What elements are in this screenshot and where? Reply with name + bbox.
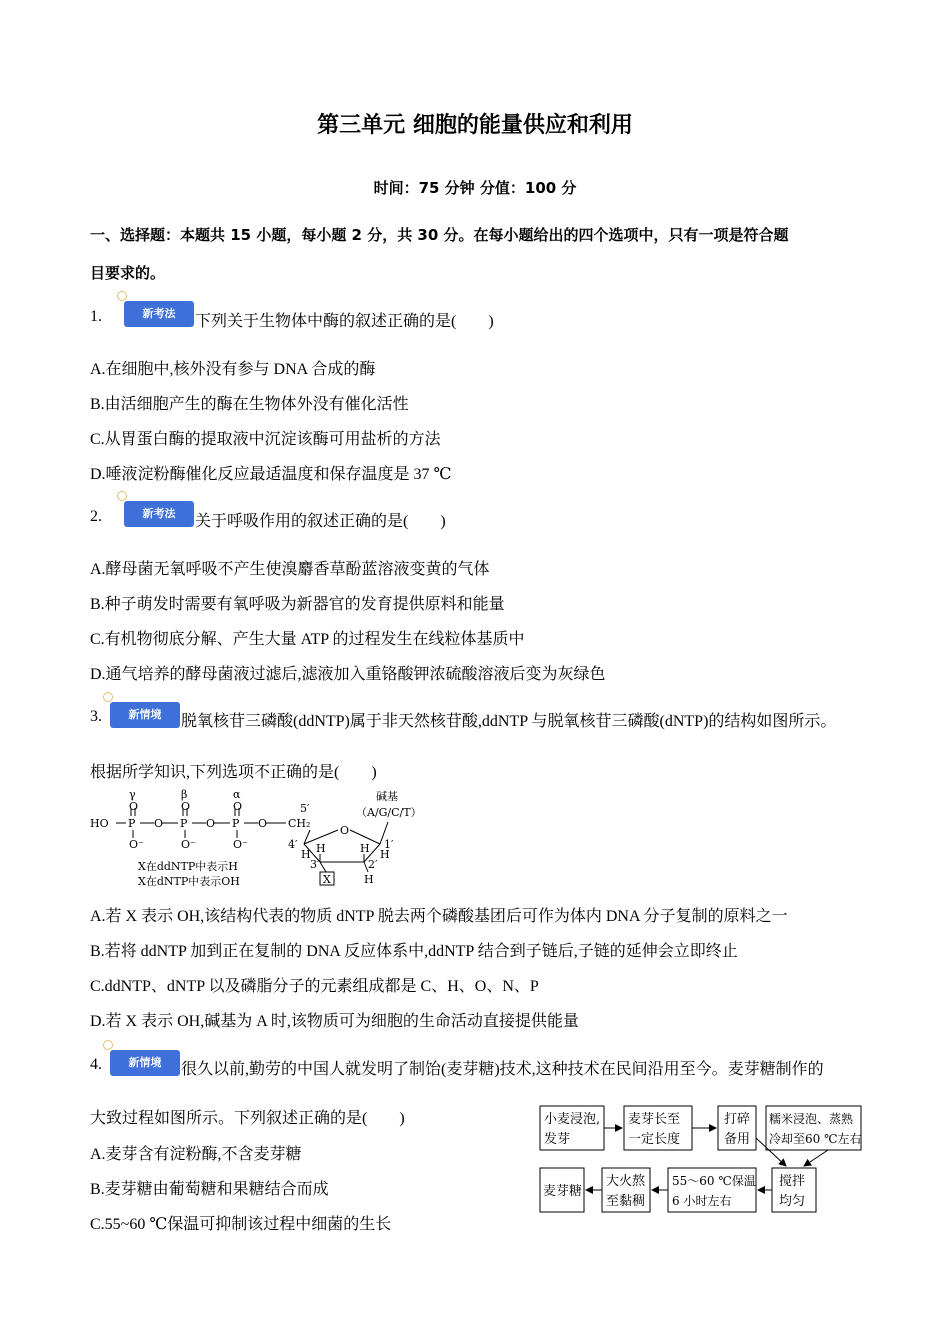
option-d: D.若 X 表示 OH,碱基为 A 时,该物质可为细胞的生命活动直接提供能量 xyxy=(90,1013,579,1030)
atom-h: H xyxy=(364,873,374,886)
option-a: A.酵母菌无氧呼吸不产生使溴麝香草酚蓝溶液变黄的气体 xyxy=(90,561,490,578)
carbon-4-label: 4′ xyxy=(288,838,298,851)
option-d: D.通气培养的酵母菌液过滤后,滤液加入重铬酸钾浓硫酸溶液后变为灰绿色 xyxy=(90,666,606,683)
atom-o: O xyxy=(206,817,216,830)
atom-o-minus: O⁻ xyxy=(129,838,144,851)
carbon-2-label: 2′ xyxy=(368,858,378,871)
carbon-1-label: 1′ xyxy=(384,838,394,851)
atom-o: O xyxy=(154,817,164,830)
question-number: 1. xyxy=(90,308,102,325)
atom-p: P xyxy=(180,817,188,830)
question-stem-continued: 大致过程如图所示。下列叙述正确的是( ) xyxy=(90,1110,405,1127)
option-d: D.唾液淀粉酶催化反应最适温度和保存温度是 37 ℃ xyxy=(90,466,452,483)
flow-step-2-line2: 一定长度 xyxy=(628,1132,681,1147)
new-method-badge: 新考法 xyxy=(124,501,194,527)
flow-step-5-line1: 搅拌 xyxy=(779,1174,806,1189)
question-stem: 脱氧核苷三磷酸(ddNTP)属于非天然核苷酸,ddNTP 与脱氧核苷三磷酸(dNTP)的结构如图所示。 xyxy=(181,713,837,730)
nucleotide-structure-figure xyxy=(88,786,438,890)
option-b: B.麦芽糖由葡萄糖和果糖结合而成 xyxy=(90,1181,329,1198)
flow-step-2-line1: 麦芽长至 xyxy=(628,1112,681,1127)
flow-step-1-line1: 小麦浸泡, xyxy=(544,1112,601,1127)
question-stem: 关于呼吸作用的叙述正确的是( ) xyxy=(195,513,446,530)
carbon-3-label: 3′ xyxy=(310,858,320,871)
new-method-badge: 新考法 xyxy=(124,301,194,327)
question-stem: 下列关于生物体中酶的叙述正确的是( ) xyxy=(195,313,494,330)
x-group-label: X xyxy=(323,873,331,886)
flow-step-3-line1: 打碎 xyxy=(724,1112,751,1127)
atom-p: P xyxy=(128,817,136,830)
option-c: C.有机物彻底分解、产生大量 ATP 的过程发生在线粒体基质中 xyxy=(90,631,525,648)
option-b: B.若将 ddNTP 加到正在复制的 DNA 反应体系中,ddNTP 结合到子链后,子链的延伸会立即终止 xyxy=(90,943,738,960)
flow-step-5-line2: 均匀 xyxy=(779,1194,806,1209)
alpha-label: α xyxy=(233,788,241,801)
atom-o-minus: O⁻ xyxy=(233,838,248,851)
new-context-badge: 新情境 xyxy=(110,702,180,728)
figure-note-dntp: X在dNTP中表示OH xyxy=(138,875,240,888)
option-b: B.种子萌发时需要有氧呼吸为新器官的发育提供原料和能量 xyxy=(90,596,505,613)
option-a: A.若 X 表示 OH,该结构代表的物质 dNTP 脱去两个磷酸基团后可作为体内 DNA 分子复制的原料之一 xyxy=(90,908,788,925)
base-types: （A/G/C/T） xyxy=(356,806,422,819)
base-label: 碱基 xyxy=(376,790,398,803)
flow-step-1-line2: 发芽 xyxy=(544,1132,571,1147)
new-context-badge: 新情境 xyxy=(110,1050,180,1076)
beta-label: β xyxy=(181,788,188,801)
atom-o-minus: O⁻ xyxy=(181,838,196,851)
atom-o: O xyxy=(181,800,191,813)
flow-step-4-line1: 糯米浸泡、蒸熟 xyxy=(769,1112,854,1126)
maltose-process-flowchart xyxy=(538,1104,863,1214)
carbon-5-label: 5′ xyxy=(300,802,310,815)
question-number: 3. xyxy=(90,708,102,725)
flow-step-6-line1: 55～60 ℃保温 xyxy=(672,1174,756,1188)
flow-step-4-line2: 冷却至60 ℃左右 xyxy=(769,1132,862,1146)
atom-p: P xyxy=(232,817,240,830)
atom-h: H xyxy=(316,842,326,855)
option-c: C.55~60 ℃保温可抑制该过程中细菌的生长 xyxy=(90,1216,392,1233)
question-stem: 很久以前,勤劳的中国人就发明了制饴(麦芽糖)技术,这种技术在民间沿用至今。麦芽糖制作的 xyxy=(181,1061,824,1078)
atom-h: H xyxy=(360,842,370,855)
ring-o: O xyxy=(340,824,350,837)
option-b: B.由活细胞产生的酶在生物体外没有催化活性 xyxy=(90,396,409,413)
atom-h: H xyxy=(301,848,311,861)
exam-meta: 时间：75 分钟 分值：100 分 xyxy=(373,179,577,197)
figure-note-ddntp: X在ddNTP中表示H xyxy=(138,860,238,873)
atom-o: O xyxy=(258,817,268,830)
gamma-label: γ xyxy=(129,788,136,801)
atom-h: H xyxy=(380,848,390,861)
question-number: 2. xyxy=(90,508,102,525)
option-a: A.在细胞中,核外没有参与 DNA 合成的酶 xyxy=(90,361,376,378)
option-c: C.从胃蛋白酶的提取液中沉淀该酶可用盐析的方法 xyxy=(90,431,441,448)
section-instruction-line1: 一、选择题：本题共 15 小题，每小题 2 分，共 30 分。在每小题给出的四个选项中，只有一项是符合题 xyxy=(90,226,789,244)
question-stem-continued: 根据所学知识,下列选项不正确的是( ) xyxy=(90,764,377,781)
atom-ch2: CH₂ xyxy=(288,817,311,830)
section-instruction-line2: 目要求的。 xyxy=(90,264,166,282)
question-number: 4. xyxy=(90,1056,102,1073)
option-a: A.麦芽含有淀粉酶,不含麦芽糖 xyxy=(90,1146,302,1163)
atom-ho: HO xyxy=(90,817,109,830)
flow-step-7-line2: 至黏稠 xyxy=(606,1194,646,1209)
page-title: 第三单元 细胞的能量供应和利用 xyxy=(317,113,633,138)
option-c: C.ddNTP、dNTP 以及磷脂分子的元素组成都是 C、H、O、N、P xyxy=(90,978,539,995)
atom-o: O xyxy=(129,800,139,813)
flow-step-6-line2: 6 小时左右 xyxy=(672,1194,732,1208)
flow-step-8: 麦芽糖 xyxy=(543,1184,583,1199)
flow-step-7-line1: 大火熬 xyxy=(606,1174,646,1189)
atom-o: O xyxy=(233,800,243,813)
flow-step-3-line2: 备用 xyxy=(724,1132,751,1147)
